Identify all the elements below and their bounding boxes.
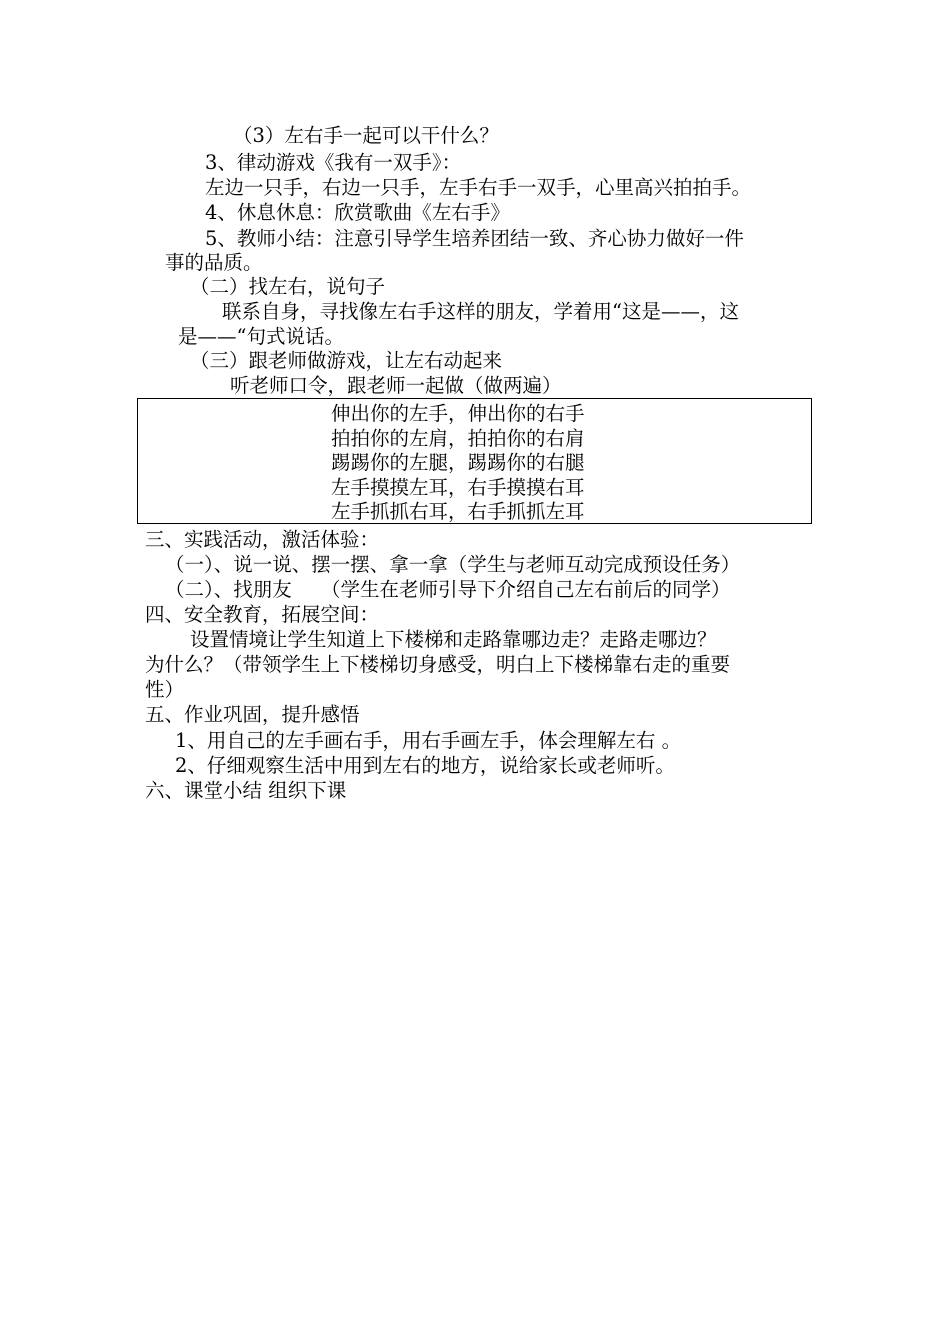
text-line: 左边一只手，右边一只手，左手右手一双手，心里高兴拍拍手。 (205, 176, 752, 199)
section-heading: 五、作业巩固，提升感悟 (145, 703, 360, 726)
box-line: 踢踢你的左腿，踢踢你的右腿 (331, 451, 585, 474)
text-line: 是——“句式说话。 (178, 325, 344, 348)
box-line: 左手摸摸左耳，右手摸摸右耳 (331, 476, 585, 499)
text-line: 听老师口令，跟老师一起做（做两遍） (230, 374, 562, 397)
text-line: 3、律动游戏《我有一双手》： (205, 151, 462, 174)
text-line: 为什么？（带领学生上下楼梯切身感受，明白上下楼梯靠右走的重要 (145, 653, 731, 676)
section-heading: 四、安全教育，拓展空间： (145, 603, 380, 626)
box-line: 伸出你的左手，伸出你的右手 (331, 402, 585, 425)
section-heading: 六、课堂小结 组织下课 (145, 779, 347, 802)
game-instructions-box (137, 398, 812, 524)
text-line: 4、休息休息：欣赏歌曲《左右手》 (205, 201, 510, 224)
section-heading: 三、实践活动，激活体验： (145, 528, 380, 551)
text-line: 2、仔细观察生活中用到左右的地方，说给家长或老师听。 (175, 754, 675, 777)
section-heading: （三）跟老师做游戏，让左右动起来 (190, 349, 503, 372)
text-line: 性） (145, 678, 185, 701)
text-line: 1、用自己的左手画右手，用右手画左手，体会理解左右 。 (175, 729, 682, 752)
text-line: （二）、找朋友 （学生在老师引导下介绍自己左右前后的同学） (165, 578, 731, 601)
text-line: 设置情境让学生知道上下楼梯和走路靠哪边走？走路走哪边？ (190, 628, 717, 651)
text-line: （3）左右手一起可以干什么？ (233, 124, 499, 147)
text-line: （一）、说一说、摆一摆、拿一拿（学生与老师互动完成预设任务） (165, 553, 741, 576)
section-heading: （二）找左右，说句子 (190, 275, 386, 298)
box-line: 拍拍你的左肩，拍拍你的右肩 (331, 427, 585, 450)
text-line: 事的品质。 (165, 251, 263, 274)
text-line: 联系自身，寻找像左右手这样的朋友，学着用“这是——，这 (222, 300, 739, 323)
box-line: 左手抓抓右耳，右手抓抓左耳 (331, 500, 585, 523)
text-line: 5、教师小结：注意引导学生培养团结一致、齐心协力做好一件 (205, 227, 744, 250)
